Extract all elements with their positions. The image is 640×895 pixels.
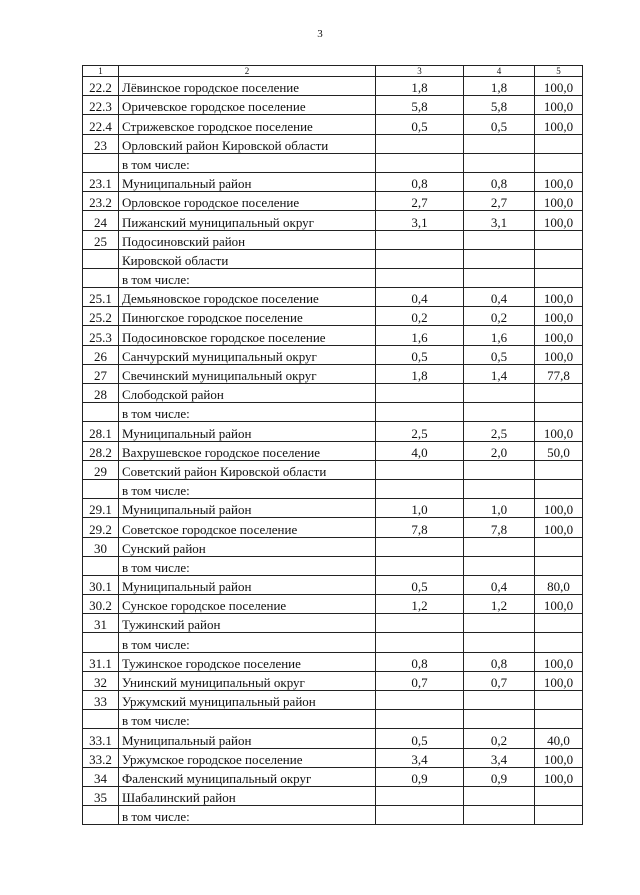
row-col4-cell: 7,8 — [464, 518, 535, 537]
row-col3-cell — [376, 691, 464, 710]
row-col5-cell — [535, 556, 583, 575]
row-number-cell: 30.1 — [83, 575, 119, 594]
row-col3-cell — [376, 556, 464, 575]
header-cell-5: 5 — [535, 66, 583, 77]
row-name-cell: Советское городское поселение — [119, 518, 376, 537]
row-number-cell: 33.1 — [83, 729, 119, 748]
row-col5-cell — [535, 268, 583, 287]
row-col4-cell: 1,4 — [464, 364, 535, 383]
row-col3-cell — [376, 249, 464, 268]
row-name-cell: Муниципальный район — [119, 575, 376, 594]
row-col4-cell: 0,5 — [464, 345, 535, 364]
row-col5-cell: 100,0 — [535, 595, 583, 614]
row-col4-cell: 0,2 — [464, 307, 535, 326]
row-number-cell: 23 — [83, 134, 119, 153]
table-row — [83, 153, 583, 172]
row-col5-cell — [535, 633, 583, 652]
row-col4-cell: 0,9 — [464, 767, 535, 786]
row-name-cell: Кировской области — [119, 249, 376, 268]
table-row — [83, 268, 583, 287]
row-number-cell — [83, 153, 119, 172]
table-row — [83, 671, 583, 690]
row-name-cell: Советский район Кировской области — [119, 460, 376, 479]
row-col4-cell — [464, 806, 535, 825]
row-col4-cell: 3,1 — [464, 211, 535, 230]
row-name-cell: Подосиновский район — [119, 230, 376, 249]
row-number-cell: 33 — [83, 691, 119, 710]
table-row — [83, 691, 583, 710]
table-row — [83, 748, 583, 767]
row-name-cell: Пинюгское городское поселение — [119, 307, 376, 326]
row-col5-cell — [535, 249, 583, 268]
row-name-cell: в том числе: — [119, 479, 376, 498]
row-number-cell: 34 — [83, 767, 119, 786]
row-col5-cell: 100,0 — [535, 767, 583, 786]
row-number-cell: 25.2 — [83, 307, 119, 326]
row-name-cell: Вахрушевское городское поселение — [119, 441, 376, 460]
table-row — [83, 767, 583, 786]
row-col3-cell — [376, 710, 464, 729]
row-col3-cell: 2,5 — [376, 422, 464, 441]
row-col5-cell: 100,0 — [535, 192, 583, 211]
row-name-cell: в том числе: — [119, 403, 376, 422]
table-row — [83, 96, 583, 115]
row-col3-cell — [376, 230, 464, 249]
row-name-cell: в том числе: — [119, 633, 376, 652]
row-col4-cell — [464, 460, 535, 479]
table-row — [83, 786, 583, 805]
table-row — [83, 384, 583, 403]
row-col3-cell: 4,0 — [376, 441, 464, 460]
row-name-cell: Лёвинское городское поселение — [119, 77, 376, 96]
row-name-cell: Унинский муниципальный округ — [119, 671, 376, 690]
row-col5-cell — [535, 691, 583, 710]
row-number-cell: 35 — [83, 786, 119, 805]
row-col5-cell: 100,0 — [535, 345, 583, 364]
row-col4-cell: 2,7 — [464, 192, 535, 211]
row-col5-cell: 100,0 — [535, 671, 583, 690]
row-name-cell: Оричевское городское поселение — [119, 96, 376, 115]
row-col3-cell — [376, 268, 464, 287]
row-col5-cell: 100,0 — [535, 518, 583, 537]
row-col4-cell — [464, 249, 535, 268]
row-number-cell — [83, 556, 119, 575]
row-number-cell: 22.4 — [83, 115, 119, 134]
row-col5-cell: 100,0 — [535, 499, 583, 518]
row-col4-cell: 0,4 — [464, 288, 535, 307]
row-name-cell: Демьяновское городское поселение — [119, 288, 376, 307]
row-col4-cell — [464, 691, 535, 710]
row-number-cell: 31.1 — [83, 652, 119, 671]
row-col5-cell: 100,0 — [535, 211, 583, 230]
row-col5-cell: 100,0 — [535, 96, 583, 115]
table-row — [83, 710, 583, 729]
row-number-cell: 25.1 — [83, 288, 119, 307]
table-row — [83, 633, 583, 652]
row-col5-cell: 100,0 — [535, 326, 583, 345]
row-col5-cell — [535, 786, 583, 805]
row-name-cell: Слободской район — [119, 384, 376, 403]
row-name-cell: Санчурский муниципальный округ — [119, 345, 376, 364]
row-col3-cell — [376, 384, 464, 403]
row-name-cell: Орловское городское поселение — [119, 192, 376, 211]
row-col5-cell: 80,0 — [535, 575, 583, 594]
row-col3-cell — [376, 537, 464, 556]
row-col3-cell: 0,5 — [376, 345, 464, 364]
table-row — [83, 460, 583, 479]
data-table — [82, 65, 583, 825]
table-row — [83, 211, 583, 230]
table-row — [83, 77, 583, 96]
row-col4-cell — [464, 614, 535, 633]
row-col4-cell: 0,8 — [464, 652, 535, 671]
table-row — [83, 172, 583, 191]
table-row — [83, 595, 583, 614]
table-row — [83, 403, 583, 422]
row-name-cell: в том числе: — [119, 153, 376, 172]
row-number-cell: 26 — [83, 345, 119, 364]
row-name-cell: Муниципальный район — [119, 172, 376, 191]
row-col3-cell: 3,1 — [376, 211, 464, 230]
row-col4-cell: 5,8 — [464, 96, 535, 115]
row-col5-cell — [535, 614, 583, 633]
row-number-cell: 28.1 — [83, 422, 119, 441]
header-cell-3: 3 — [376, 66, 464, 77]
row-name-cell: Муниципальный район — [119, 499, 376, 518]
row-number-cell — [83, 710, 119, 729]
table-row — [83, 575, 583, 594]
row-col3-cell — [376, 786, 464, 805]
row-col4-cell: 2,5 — [464, 422, 535, 441]
row-name-cell: Подосиновское городское поселение — [119, 326, 376, 345]
row-col3-cell: 0,9 — [376, 767, 464, 786]
row-col4-cell: 2,0 — [464, 441, 535, 460]
row-col4-cell: 1,0 — [464, 499, 535, 518]
row-col3-cell — [376, 633, 464, 652]
table-row — [83, 249, 583, 268]
row-col4-cell — [464, 786, 535, 805]
row-col5-cell — [535, 537, 583, 556]
row-col5-cell — [535, 403, 583, 422]
row-col4-cell — [464, 134, 535, 153]
row-col3-cell: 3,4 — [376, 748, 464, 767]
table-row — [83, 556, 583, 575]
row-col4-cell — [464, 556, 535, 575]
table-row — [83, 192, 583, 211]
row-number-cell — [83, 806, 119, 825]
row-col5-cell: 100,0 — [535, 652, 583, 671]
table-row — [83, 134, 583, 153]
row-name-cell: в том числе: — [119, 268, 376, 287]
row-col4-cell — [464, 384, 535, 403]
header-cell-2: 2 — [119, 66, 376, 77]
row-col4-cell: 0,7 — [464, 671, 535, 690]
row-col4-cell: 0,5 — [464, 115, 535, 134]
row-col5-cell: 100,0 — [535, 307, 583, 326]
row-col3-cell: 0,5 — [376, 575, 464, 594]
table-row — [83, 422, 583, 441]
row-col3-cell: 0,8 — [376, 172, 464, 191]
row-col5-cell: 77,8 — [535, 364, 583, 383]
row-col4-cell: 3,4 — [464, 748, 535, 767]
row-col4-cell — [464, 710, 535, 729]
row-col3-cell — [376, 614, 464, 633]
row-col5-cell: 100,0 — [535, 115, 583, 134]
table-row — [83, 307, 583, 326]
row-col5-cell — [535, 806, 583, 825]
table-row — [83, 326, 583, 345]
row-number-cell: 24 — [83, 211, 119, 230]
row-col3-cell — [376, 153, 464, 172]
row-col5-cell — [535, 384, 583, 403]
table-row — [83, 364, 583, 383]
page-number: 3 — [317, 28, 323, 40]
row-name-cell: Шабалинский район — [119, 786, 376, 805]
row-number-cell: 33.2 — [83, 748, 119, 767]
row-number-cell: 29.2 — [83, 518, 119, 537]
row-col3-cell: 2,7 — [376, 192, 464, 211]
row-name-cell: Свечинский муниципальный округ — [119, 364, 376, 383]
row-col4-cell: 1,2 — [464, 595, 535, 614]
row-col5-cell — [535, 230, 583, 249]
row-col4-cell: 1,6 — [464, 326, 535, 345]
table-body — [83, 66, 583, 825]
row-number-cell — [83, 268, 119, 287]
row-name-cell: Уржумское городское поселение — [119, 748, 376, 767]
row-number-cell: 25.3 — [83, 326, 119, 345]
table-row — [83, 345, 583, 364]
row-number-cell: 31 — [83, 614, 119, 633]
row-col3-cell — [376, 403, 464, 422]
row-number-cell: 30.2 — [83, 595, 119, 614]
row-number-cell: 22.3 — [83, 96, 119, 115]
table-row — [83, 230, 583, 249]
row-number-cell: 25 — [83, 230, 119, 249]
row-col3-cell: 0,7 — [376, 671, 464, 690]
row-col3-cell — [376, 806, 464, 825]
row-col4-cell — [464, 153, 535, 172]
row-col4-cell — [464, 479, 535, 498]
row-number-cell: 28.2 — [83, 441, 119, 460]
row-number-cell — [83, 479, 119, 498]
row-number-cell: 29 — [83, 460, 119, 479]
table-row — [83, 499, 583, 518]
row-col3-cell: 5,8 — [376, 96, 464, 115]
row-col3-cell: 1,6 — [376, 326, 464, 345]
row-name-cell: Тужинский район — [119, 614, 376, 633]
row-col5-cell — [535, 479, 583, 498]
row-name-cell: Сунское городское поселение — [119, 595, 376, 614]
row-col3-cell: 1,8 — [376, 77, 464, 96]
row-col4-cell: 0,4 — [464, 575, 535, 594]
row-col3-cell: 0,4 — [376, 288, 464, 307]
table-row — [83, 518, 583, 537]
row-number-cell: 22.2 — [83, 77, 119, 96]
row-col5-cell: 100,0 — [535, 172, 583, 191]
row-number-cell: 30 — [83, 537, 119, 556]
table-row — [83, 479, 583, 498]
row-col3-cell: 0,5 — [376, 115, 464, 134]
row-name-cell: Тужинское городское поселение — [119, 652, 376, 671]
row-col4-cell — [464, 230, 535, 249]
row-col4-cell: 1,8 — [464, 77, 535, 96]
row-col5-cell — [535, 460, 583, 479]
row-col3-cell: 0,8 — [376, 652, 464, 671]
row-col5-cell — [535, 710, 583, 729]
table-row — [83, 288, 583, 307]
row-name-cell: Сунский район — [119, 537, 376, 556]
row-col3-cell: 1,0 — [376, 499, 464, 518]
row-col3-cell: 1,2 — [376, 595, 464, 614]
row-col3-cell: 1,8 — [376, 364, 464, 383]
row-name-cell: в том числе: — [119, 710, 376, 729]
row-name-cell: Муниципальный район — [119, 729, 376, 748]
row-name-cell: Орловский район Кировской области — [119, 134, 376, 153]
row-col5-cell: 100,0 — [535, 748, 583, 767]
table-row — [83, 537, 583, 556]
row-col4-cell — [464, 633, 535, 652]
row-name-cell: Фаленский муниципальный округ — [119, 767, 376, 786]
row-col5-cell — [535, 134, 583, 153]
row-number-cell — [83, 403, 119, 422]
table-row — [83, 652, 583, 671]
row-col4-cell — [464, 537, 535, 556]
row-number-cell: 27 — [83, 364, 119, 383]
row-number-cell: 23.1 — [83, 172, 119, 191]
row-col4-cell: 0,8 — [464, 172, 535, 191]
row-col3-cell — [376, 460, 464, 479]
row-col3-cell: 0,5 — [376, 729, 464, 748]
row-col4-cell — [464, 268, 535, 287]
table-row — [83, 441, 583, 460]
row-name-cell: Пижанский муниципальный округ — [119, 211, 376, 230]
header-cell-4: 4 — [464, 66, 535, 77]
row-col5-cell: 50,0 — [535, 441, 583, 460]
row-col5-cell: 40,0 — [535, 729, 583, 748]
row-col3-cell: 0,2 — [376, 307, 464, 326]
row-name-cell: в том числе: — [119, 806, 376, 825]
table-row — [83, 614, 583, 633]
row-col5-cell — [535, 153, 583, 172]
row-number-cell: 28 — [83, 384, 119, 403]
row-col5-cell: 100,0 — [535, 422, 583, 441]
row-name-cell: Уржумский муниципальный район — [119, 691, 376, 710]
row-number-cell — [83, 249, 119, 268]
row-col4-cell: 0,2 — [464, 729, 535, 748]
row-number-cell: 32 — [83, 671, 119, 690]
header-cell-1: 1 — [83, 66, 119, 77]
row-col3-cell — [376, 134, 464, 153]
row-number-cell: 29.1 — [83, 499, 119, 518]
row-col4-cell — [464, 403, 535, 422]
row-col5-cell: 100,0 — [535, 77, 583, 96]
row-col3-cell: 7,8 — [376, 518, 464, 537]
row-col5-cell: 100,0 — [535, 288, 583, 307]
row-number-cell — [83, 633, 119, 652]
table-row — [83, 729, 583, 748]
row-number-cell: 23.2 — [83, 192, 119, 211]
row-name-cell: Муниципальный район — [119, 422, 376, 441]
table-header-row — [83, 66, 583, 77]
table-row — [83, 806, 583, 825]
row-col3-cell — [376, 479, 464, 498]
row-name-cell: в том числе: — [119, 556, 376, 575]
table-row — [83, 115, 583, 134]
row-name-cell: Стрижевское городское поселение — [119, 115, 376, 134]
